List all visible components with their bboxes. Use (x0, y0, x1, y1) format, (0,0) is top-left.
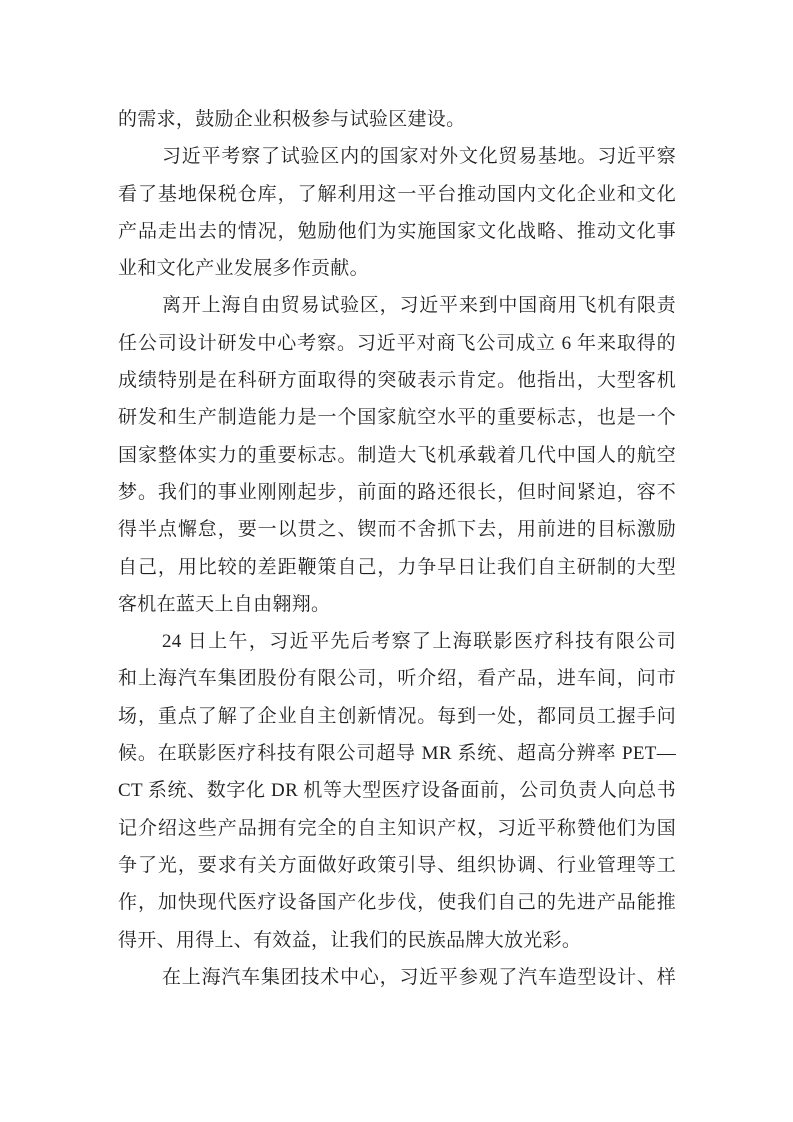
text-line: 争了光，要求有关方面做好政策引导、组织协调、行业管理等工 (118, 854, 676, 876)
text-line: 候。在联影医疗科技有限公司超导 MR 系统、超高分辨率 PET— (118, 743, 676, 765)
paragraph (118, 959, 676, 996)
text-line: 24 日上午，习近平先后考察了上海联影医疗科技有限公司 (162, 631, 676, 653)
text-line: 作，加快现代医疗设备国产化步伐，使我们自己的先进产品能推 (118, 892, 676, 914)
text-line: 的需求，鼓励企业积极参与试验区建设。 (118, 109, 466, 130)
text-line: 场，重点了解了企业自主创新情况。每到一处，都同员工握手问 (118, 705, 676, 727)
text-line: 习近平考察了试验区内的国家对外文化贸易基地。习近平察 (162, 146, 676, 168)
text-line: CT 系统、数字化 DR 机等大型医疗设备面前，公司负责人向总书 (118, 780, 676, 802)
text-block (118, 101, 676, 996)
paragraph (118, 138, 676, 287)
paragraph (118, 101, 676, 138)
text-line: 得半点懈怠，要一以贯之、锲而不舍抓下去，用前进的目标激励 (118, 519, 676, 541)
text-line: 研发和生产制造能力是一个国家航空水平的重要标志，也是一个 (118, 407, 676, 429)
text-line: 在上海汽车集团技术中心，习近平参观了汽车造型设计、样 (162, 966, 676, 988)
text-line: 记介绍这些产品拥有完全的自主知识产权，习近平称赞他们为国 (118, 817, 676, 839)
text-line: 梦。我们的事业刚刚起步，前面的路还很长，但时间紧迫，容不 (118, 481, 676, 503)
text-line: 业和文化产业发展多作贡献。 (118, 258, 369, 280)
paragraph (118, 623, 676, 959)
text-line: 国家整体实力的重要标志。制造大飞机承载着几代中国人的航空 (118, 444, 676, 466)
paragraph (118, 287, 676, 623)
text-line: 自己，用比较的差距鞭策自己，力争早日让我们自主研制的大型 (118, 556, 676, 578)
text-line: 得开、用得上、有效益，让我们的民族品牌大放光彩。 (118, 929, 582, 951)
text-line: 看了基地保税仓库，了解利用这一平台推动国内文化企业和文化 (118, 183, 676, 205)
text-line: 任公司设计研发中心考察。习近平对商飞公司成立 6 年来取得的 (118, 332, 676, 354)
text-line: 成绩特别是在科研方面取得的突破表示肯定。他指出，大型客机 (118, 370, 676, 392)
text-line: 离开上海自由贸易试验区，习近平来到中国商用飞机有限责 (162, 295, 676, 317)
text-line: 客机在蓝天上自由翱翔。 (118, 593, 331, 615)
text-line: 和上海汽车集团股份有限公司，听介绍，看产品，进车间，问市 (118, 668, 676, 690)
text-line: 产品走出去的情况，勉励他们为实施国家文化战略、推动文化事 (118, 220, 676, 242)
